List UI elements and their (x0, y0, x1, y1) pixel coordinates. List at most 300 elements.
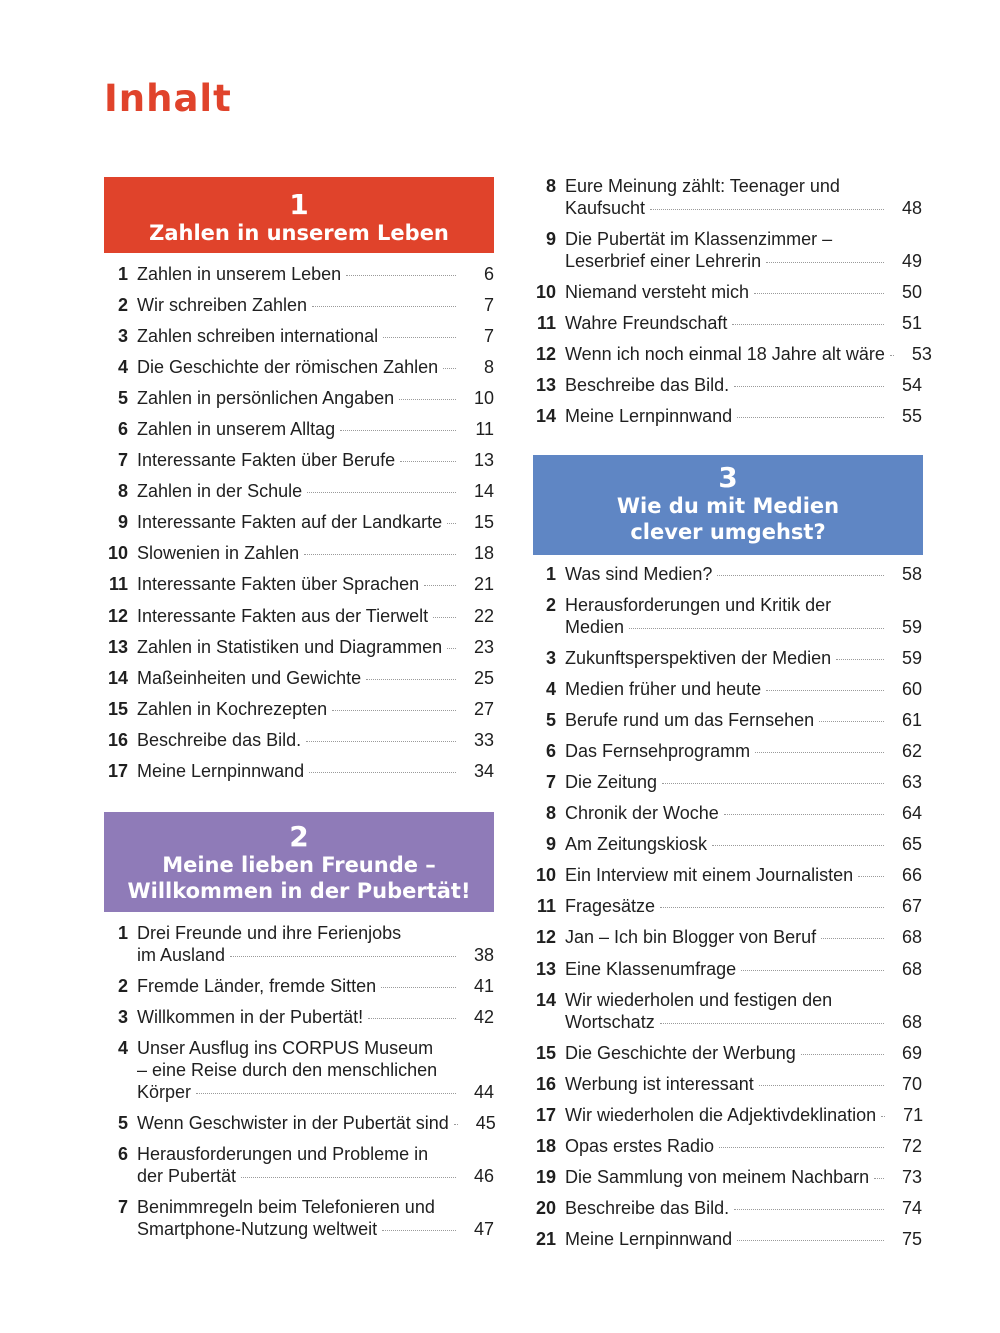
entry-body (137, 1006, 494, 1028)
entry-body (137, 698, 494, 720)
entry-last-line (137, 1006, 494, 1028)
entry-last-line (137, 975, 494, 997)
entry-title-line: Drei Freunde und ihre Ferienjobs (137, 923, 402, 943)
toc-entry[interactable] (528, 709, 922, 731)
unit-3-banner (533, 455, 923, 555)
dot-leader (754, 293, 884, 294)
entry-number: 8 (545, 176, 556, 196)
toc-entry[interactable] (528, 989, 922, 1033)
entry-number: 18 (535, 1135, 556, 1156)
entry-number: 8 (117, 481, 128, 502)
toc-entry[interactable] (100, 356, 494, 378)
page-number: 71 (903, 1104, 924, 1125)
toc-entry[interactable] (100, 387, 494, 409)
dot-leader (443, 368, 456, 369)
entry-last-line (565, 1166, 922, 1188)
page-number: 34 (473, 760, 494, 781)
toc-entry[interactable] (528, 678, 922, 700)
entry-title-line: Benimmregeln beim Telefonieren und (137, 1197, 435, 1218)
unit-title-line: clever umgehst? (630, 520, 826, 544)
toc-entry[interactable] (100, 1196, 494, 1240)
dot-leader (662, 783, 884, 784)
entry-last-line (565, 771, 922, 793)
dot-leader (712, 845, 884, 846)
page-number: 70 (901, 1073, 922, 1094)
entry-title-line: Slowenien in Zahlen (137, 543, 300, 564)
toc-entry[interactable] (100, 1037, 494, 1103)
entry-title-line: Beschreibe das Bild. (137, 729, 302, 750)
entry-number: 9 (545, 834, 556, 855)
entry-body (137, 418, 494, 440)
page-number: 10 (473, 388, 494, 409)
unit-2-section (104, 812, 494, 1249)
toc-entry[interactable] (528, 864, 922, 886)
entry-title-line: Was sind Medien? (565, 564, 713, 584)
dot-leader (724, 814, 884, 815)
page-number: 46 (473, 1166, 494, 1187)
page-number: 55 (901, 406, 922, 427)
entry-title-line: Wir schreiben Zahlen (137, 295, 308, 316)
entry-number: 2 (545, 595, 556, 616)
page-number: 65 (901, 834, 922, 855)
entry-body (565, 833, 922, 855)
entry-body (137, 1143, 494, 1187)
entry-last-line (565, 312, 922, 334)
toc-entry[interactable] (100, 636, 494, 658)
entry-body (137, 325, 494, 347)
toc-entry[interactable] (100, 1112, 494, 1134)
unit-number: 2 (289, 820, 309, 853)
entry-title-line: – eine Reise durch den menschlichen (137, 1060, 438, 1081)
page-number: 50 (901, 282, 922, 302)
toc-entry[interactable] (528, 647, 922, 669)
page-number: 51 (901, 313, 922, 334)
page-number: 14 (473, 481, 494, 502)
entry-last-line (565, 1104, 923, 1126)
entry-body (137, 1196, 494, 1240)
page-number: 69 (901, 1042, 922, 1063)
toc-entry[interactable] (100, 325, 494, 347)
page-number: 61 (901, 710, 922, 731)
entry-body (565, 958, 922, 980)
page-number: 21 (473, 574, 494, 595)
dot-leader (719, 1147, 884, 1148)
toc-entry[interactable] (528, 594, 922, 638)
entry-last-line (565, 374, 922, 396)
toc-entry[interactable] (528, 926, 922, 948)
entry-body (565, 1197, 922, 1219)
toc-entry[interactable] (100, 729, 494, 751)
unit-3-entries (528, 563, 922, 1250)
unit-title-line: Wie du mit Medien (616, 494, 840, 518)
entry-number: 10 (107, 543, 128, 564)
toc-entry[interactable] (100, 263, 494, 285)
dot-leader (307, 492, 456, 493)
dot-leader (382, 1230, 456, 1231)
entry-title-line: Wir wiederholen und festigen den (565, 989, 833, 1010)
toc-entry[interactable] (100, 449, 494, 471)
entry-body (565, 709, 922, 731)
dot-leader (734, 386, 884, 387)
toc-entry[interactable] (100, 511, 494, 533)
page-number: 67 (901, 896, 922, 917)
entry-title-line: Zahlen schreiben international (137, 326, 379, 347)
toc-entry[interactable] (528, 1104, 922, 1126)
dot-leader (858, 876, 884, 877)
entry-last-line (565, 833, 922, 855)
entry-body (137, 760, 494, 782)
entry-title-line: Wenn Geschwister in der Pubertät sind (137, 1113, 449, 1134)
entry-last-line (565, 281, 922, 303)
entry-number: 1 (117, 264, 128, 284)
entry-number: 7 (545, 772, 556, 793)
toc-entry[interactable] (100, 480, 494, 502)
entry-number: 10 (535, 865, 556, 886)
entry-number: 5 (117, 388, 128, 409)
dot-leader (766, 262, 884, 263)
unit-2-entries-continued (528, 175, 932, 427)
entry-title-line: Zahlen in der Schule (137, 481, 303, 502)
unit-1-banner (104, 177, 494, 253)
entry-body (565, 1073, 922, 1095)
entry-title-line: Fragesätze (565, 896, 656, 917)
entry-body (565, 281, 922, 303)
entry-title-line: Körper (137, 1082, 192, 1103)
entry-body (565, 895, 922, 917)
dot-leader (874, 1178, 884, 1179)
entry-number: 11 (536, 896, 556, 917)
page-number: 23 (473, 636, 494, 657)
entry-number: 3 (545, 648, 556, 669)
entry-number: 13 (535, 958, 556, 979)
entry-body (565, 343, 932, 365)
entry-last-line (565, 1042, 922, 1064)
dot-leader (230, 956, 456, 957)
entry-number: 16 (107, 729, 128, 750)
unit-1-entries (100, 263, 494, 782)
dot-leader (836, 659, 884, 660)
page-number: 41 (473, 976, 494, 996)
toc-entry[interactable] (100, 922, 494, 966)
toc-entry[interactable] (100, 573, 494, 595)
entry-number: 13 (535, 375, 556, 396)
toc-entry[interactable] (100, 667, 494, 689)
entry-number: 12 (107, 605, 128, 626)
page-number: 25 (473, 667, 494, 688)
entry-body (137, 667, 494, 689)
page-number: 27 (473, 698, 494, 719)
entry-body (137, 387, 494, 409)
toc-entry[interactable] (528, 175, 922, 219)
entry-last-line (565, 616, 922, 638)
dot-leader (629, 628, 884, 629)
dot-leader (312, 306, 456, 307)
entry-title-line: Zahlen in Kochrezepten (137, 698, 328, 719)
page-number: 64 (901, 803, 922, 824)
entry-body (137, 511, 494, 533)
toc-entry[interactable] (528, 1166, 922, 1188)
entry-title-line: im Ausland (137, 945, 226, 965)
page-number: 48 (901, 198, 922, 218)
toc-entry[interactable] (100, 1006, 494, 1028)
toc-entry[interactable] (100, 1143, 494, 1187)
entry-body (565, 312, 922, 334)
dot-leader (766, 690, 884, 691)
entry-number: 5 (545, 710, 556, 731)
entry-number: 14 (107, 667, 128, 688)
entry-title-line: Das Fernsehprogramm (565, 741, 751, 762)
entry-number: 4 (117, 357, 128, 378)
toc-entry[interactable] (528, 374, 922, 396)
dot-leader (741, 970, 884, 971)
page-number: 45 (475, 1113, 496, 1134)
toc-entry[interactable] (528, 563, 922, 585)
page-number: 63 (901, 772, 922, 793)
toc-entry[interactable] (528, 833, 922, 855)
entry-title-line: Niemand versteht mich (565, 282, 750, 302)
page-number: 8 (483, 357, 494, 378)
entry-body (137, 542, 494, 564)
page-number: 66 (901, 865, 922, 886)
page-number: 59 (901, 617, 922, 638)
entry-number: 5 (117, 1113, 128, 1134)
entry-last-line (565, 405, 922, 427)
toc-entry[interactable] (528, 1197, 922, 1219)
entry-number: 1 (117, 923, 128, 943)
toc-entry[interactable] (528, 1135, 922, 1157)
toc-entry[interactable] (528, 802, 922, 824)
toc-entry[interactable] (100, 418, 494, 440)
page-number: 44 (473, 1082, 494, 1103)
entry-last-line (565, 197, 922, 219)
entry-body (137, 356, 494, 378)
entry-title-line: Die Geschichte der römischen Zahlen (137, 357, 439, 378)
entry-last-line (137, 1112, 496, 1134)
entry-last-line (565, 958, 922, 980)
page-number: 11 (475, 419, 494, 440)
entry-number: 12 (535, 344, 556, 365)
entry-number: 17 (107, 760, 128, 781)
entry-title-line: Smartphone-Nutzung weltweit (137, 1219, 378, 1240)
toc-entry[interactable] (528, 1073, 922, 1095)
dot-leader (819, 721, 884, 722)
entry-body (565, 1042, 922, 1064)
dot-leader (717, 575, 884, 576)
entry-body (565, 228, 922, 272)
entry-title-line: Kaufsucht (565, 198, 646, 218)
dot-leader (332, 710, 456, 711)
entry-body (137, 605, 494, 627)
entry-title-line: Interessante Fakten über Sprachen (137, 574, 420, 595)
page-number: 68 (901, 927, 922, 948)
unit-3-section (533, 455, 923, 1259)
entry-number: 3 (117, 326, 128, 347)
dot-leader (737, 1240, 884, 1241)
entry-body (565, 1166, 922, 1188)
entry-body (137, 480, 494, 502)
toc-entry[interactable] (100, 698, 494, 720)
entry-number: 4 (545, 679, 556, 700)
dot-leader (241, 1177, 456, 1178)
entry-body (565, 563, 922, 585)
toc-entry[interactable] (528, 958, 922, 980)
entry-last-line (137, 1218, 494, 1240)
unit-title-line: Zahlen in unserem Leben (149, 221, 449, 245)
entry-title-line: Beschreibe das Bild. (565, 375, 730, 396)
toc-entry[interactable] (528, 312, 922, 334)
page-number: 47 (473, 1219, 494, 1240)
entry-title-line: Meine Lernpinnwand (137, 760, 305, 781)
entry-body (137, 1112, 496, 1134)
dot-leader (306, 741, 456, 742)
entry-number: 2 (117, 295, 128, 316)
entry-body (565, 678, 922, 700)
toc-entry[interactable] (100, 975, 494, 997)
dot-leader (400, 461, 456, 462)
entry-title-line: Fremde Länder, fremde Sitten (137, 976, 377, 996)
entry-last-line (137, 698, 494, 720)
toc-entry[interactable] (528, 1042, 922, 1064)
unit-2-banner (104, 812, 494, 912)
entry-title-line: Eure Meinung zählt: Teenager und (565, 176, 840, 196)
dot-leader (366, 679, 456, 680)
entry-last-line (565, 864, 922, 886)
toc-entry[interactable] (100, 605, 494, 627)
entry-number: 15 (535, 1042, 556, 1063)
entry-title-line: Maßeinheiten und Gewichte (137, 667, 362, 688)
entry-number: 10 (535, 282, 556, 302)
dot-leader (346, 275, 456, 276)
entry-number: 17 (535, 1104, 556, 1125)
dot-leader (650, 209, 884, 210)
entry-body (565, 740, 922, 762)
page-number: 68 (901, 958, 922, 979)
entry-last-line (137, 573, 494, 595)
entry-last-line (137, 325, 494, 347)
toc-entry[interactable] (528, 771, 922, 793)
entry-body (137, 636, 494, 658)
entry-body (137, 449, 494, 471)
toc-entry[interactable] (528, 405, 922, 427)
entry-body (565, 374, 922, 396)
entry-title-line: Berufe rund um das Fernsehen (565, 710, 815, 731)
entry-number: 9 (545, 229, 556, 249)
toc-entry[interactable] (528, 281, 922, 303)
entry-last-line (137, 760, 494, 782)
entry-last-line (137, 263, 494, 285)
entry-last-line (137, 294, 494, 316)
entry-body (565, 864, 922, 886)
entry-number: 8 (545, 803, 556, 824)
entry-number: 19 (535, 1166, 556, 1187)
entry-number: 21 (535, 1228, 556, 1249)
page-number: 6 (483, 264, 494, 284)
entry-last-line (137, 1081, 494, 1103)
entry-body (565, 1104, 923, 1126)
entry-title-line: Meine Lernpinnwand (565, 406, 733, 427)
toc-entry[interactable] (528, 740, 922, 762)
entry-number: 13 (107, 636, 128, 657)
entry-title-line: Zahlen in unserem Alltag (137, 419, 336, 440)
entry-last-line (565, 678, 922, 700)
entry-title-line: Interessante Fakten aus der Tierwelt (137, 605, 429, 626)
dot-leader (734, 1209, 884, 1210)
toc-entry[interactable] (100, 542, 494, 564)
page-number: 7 (483, 326, 494, 347)
dot-leader (447, 648, 456, 649)
entry-number: 6 (117, 419, 128, 440)
page-number: 22 (473, 605, 494, 626)
entry-body (565, 175, 922, 219)
page-number: 42 (473, 1007, 494, 1028)
entry-number: 7 (117, 1197, 128, 1218)
toc-entry[interactable] (100, 294, 494, 316)
toc-entry[interactable] (528, 343, 932, 365)
entry-title-line: Herausforderungen und Probleme in (137, 1144, 429, 1165)
entry-title-line: Zahlen in unserem Leben (137, 264, 342, 284)
entry-last-line (565, 1135, 922, 1157)
entry-last-line (565, 1197, 922, 1219)
entry-last-line (565, 709, 922, 731)
entry-number: 2 (117, 976, 128, 996)
page-number: 38 (473, 945, 494, 965)
entry-last-line (137, 511, 494, 533)
entry-title-line: Wahre Freundschaft (565, 313, 728, 334)
entry-last-line (137, 480, 494, 502)
toc-entry[interactable] (100, 760, 494, 782)
dot-leader (399, 399, 456, 400)
dot-leader (383, 337, 456, 338)
entry-last-line (565, 647, 922, 669)
page-number: 13 (473, 450, 494, 471)
dot-leader (801, 1054, 884, 1055)
entry-number: 14 (535, 989, 556, 1010)
toc-entry[interactable] (528, 228, 922, 272)
toc-entry[interactable] (528, 1228, 922, 1250)
page-number: 60 (901, 679, 922, 700)
entry-number: 14 (535, 406, 556, 427)
entry-last-line (137, 729, 494, 751)
entry-number: 15 (107, 698, 128, 719)
dot-leader (454, 1124, 458, 1125)
entry-title-line: Zahlen in Statistiken und Diagrammen (137, 636, 443, 657)
entry-number: 3 (117, 1007, 128, 1028)
entry-title-line: Meine Lernpinnwand (565, 1228, 733, 1249)
entry-title-line: Wortschatz (565, 1011, 655, 1032)
page-number: 75 (901, 1228, 922, 1249)
entry-title-line: Medien früher und heute (565, 679, 762, 700)
dot-leader (755, 752, 884, 753)
toc-entry[interactable] (528, 895, 922, 917)
entry-title-line: Wir wiederholen die Adjektivdeklination (565, 1104, 877, 1125)
entry-number: 12 (535, 927, 556, 948)
entry-title-line: Willkommen in der Pubertät! (137, 1007, 364, 1028)
unit-title-line: Willkommen in der Pubertät! (127, 879, 471, 903)
entry-title-line: Zahlen in persönlichen Angaben (137, 388, 395, 409)
entry-body (565, 1228, 922, 1250)
entry-number: 7 (117, 450, 128, 471)
entry-title-line: Jan – Ich bin Blogger von Beruf (565, 927, 817, 948)
unit-2-entries (100, 922, 494, 1240)
entry-last-line (565, 1073, 922, 1095)
entry-title-line: Die Pubertät im Klassenzimmer – (565, 229, 833, 249)
entry-number: 9 (117, 512, 128, 533)
entry-last-line (565, 895, 922, 917)
dot-leader (368, 1018, 456, 1019)
entry-title-line: Am Zeitungskiosk (565, 834, 708, 855)
entry-number: 11 (108, 574, 128, 595)
dot-leader (821, 938, 884, 939)
